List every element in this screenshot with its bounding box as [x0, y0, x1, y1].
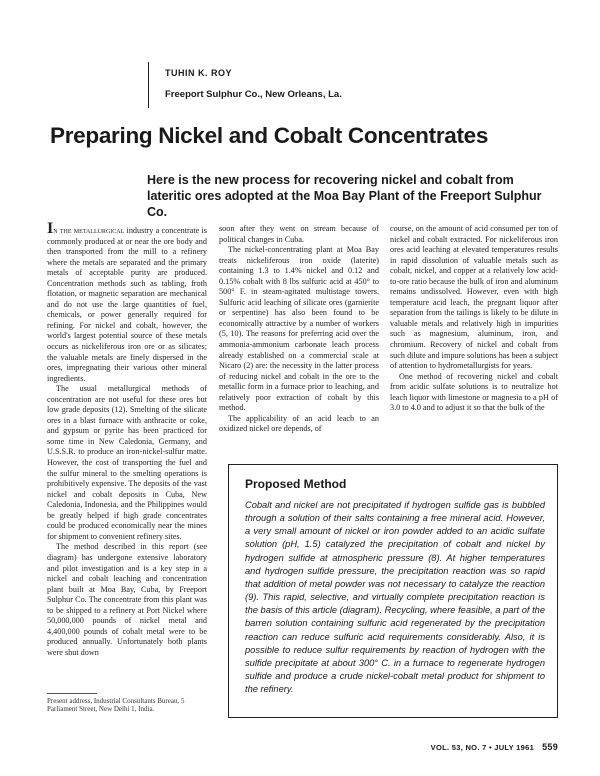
body-column-1 — [47, 220, 207, 658]
paragraph: The usual metallurgical methods of concentration are not useful for these ores but low grade deposits (12). Smelting of the silicate ores in a blast furnace with anthracite or coke, and gypsum or pyrite has been practiced for some time in New Caledonia, Germany, and U.S.S.R. to produce an iron-nickel-sulfur matte. However, the cost of transporting the fuel and the sulfur mineral to the smelting operations is prohibitively expensive. The deposits of the vast nickel and cobalt deposits in Cuba, New Caledonia, Indonesia, and the Philippines would be greatly helped if high grade concentrates could be produced economically near the mines for shipment to convenient refinery sites. — [47, 384, 207, 541]
paragraph: The method described in this report (see diagram) has undergone extensive laboratory and pilot investigation and is a key step in a nickel and cobalt leaching and concentration plant built at Moa Bay, Cuba, by Freeport Sulphur Co. The concentrate from this plant was to be shipped to a refinery at Port Nickel where 50,000,000 pounds of nickel metal and 4,400,000 pounds of cobalt metal were to be produced annually. Unfortunately both plants were shut down — [47, 542, 207, 657]
page-number: 559 — [542, 742, 558, 752]
paragraph: soon after they went on stream because of political changes in Cuba. — [219, 224, 379, 244]
author-name: TUHIN K. ROY — [165, 68, 233, 78]
proposed-method-box — [228, 464, 558, 718]
body-column-2 — [219, 224, 379, 435]
article-title: Preparing Nickel and Cobalt Concentrates — [50, 123, 489, 148]
header-rule — [148, 62, 149, 108]
footnote-rule — [47, 693, 97, 694]
box-text: Cobalt and nickel are not precipitated if hydrogen sulfide gas is bubbled through a solution of their salts containing a free mineral acid. However, a very small amount of nickel or iron powder added to an acidic sulfate solution (pH, 1.5) catalyzed the precipitation of cobalt and nickel by hydrogen sulfide at atmospheric pressure (8). At higher temperatures and hydrogen sulfide pressure, the precipitation reaction was so rapid that addition of metal powder was not necessary to catalyze the reaction (9). This rapid, selective, and virtually complete precipitation reaction is the basis of this article (diagram). Recycling, where feasible, a part of the barren solution containing sulfuric acid regenerated by the precipitation reaction can reduce sulfuric acid requirements considerably. Also, it is possible to reduce sulfur requirements by reaction of hydrogen with the sulfide precipitate at about 300° C. in a furnace to regenerate hydrogen sulfide and produce a crude nickel-cobalt metal product for shipment to the refinery. — [245, 500, 545, 695]
box-title: Proposed Method — [245, 477, 347, 491]
body-column-3 — [390, 224, 558, 414]
paragraph: course, on the amount of acid consumed per ton of nickel and cobalt extracted. For nickeliferous iron ores acid leaching at elevated temperatures results in rapid dissolution of valuable metals such as cobalt, nickel, and copper at a relatively low acid-to-ore ratio because the bulk of iron and aluminum remains undissolved. However, even with high temperature acid leach, the pregnant liquor after separation from the tailings is likely to be dilute in valuable metals and relatively high in impurities such as magnesium, aluminum, iron, and chromium. Recovery of nickel and cobalt from such dilute and impure solutions has been a subject of attention to hydrometallurgists for years. — [390, 224, 558, 371]
drop-cap: I — [47, 220, 54, 237]
paragraph: The applicability of an acid leach to an oxidized nickel ore depends, of — [219, 413, 379, 434]
author-affiliation: Freeport Sulphur Co., New Orleans, La. — [165, 89, 342, 100]
paragraph: In the metallurgical industry a concentrate is commonly produced at or near the ore body and then transported from the mill to a refinery where the metals are separated and the primary metals of acceptable purity are produced. Concentration methods such as tabling, froth flotation, or magnetic separation are mechanical and do not use the large quantities of fuel, chemicals, or power generally required for refining. For nickel and cobalt, however, the world's largest potential source of these metals occurs as nickeliferous iron ore or as silicates; the valuable metals are finely dispersed in the ores, impregnating their various other mineral ingredients. — [47, 220, 207, 383]
footnote: Present address, Industrial Consultants Bureau, 5 Parliament Street, New Delhi 1, India. — [47, 697, 185, 714]
paragraph: The nickel-concentrating plant at Moa Bay treats nickeliferous iron oxide (laterite) containing 1.3 to 1.4% nickel and 0.12 and 0.15% cobalt with 8 lbs sulfuric acid at 450° to 500° F. in steam-agitated multistage towers. Sulfuric acid leaching of silicate ores (garnierite or serpentine) has also been found to be economically attractive by a number of workers (5, 10). The reasons for preferring acid over the ammonia-ammonium carbonate leach process already established on a commercial scale at Nicaro (2) are: the necessity in the latter process of reducing nickel and cobalt in the ore to the metallic form in a furnace prior to leaching, and relatively poor extraction of cobalt by this method. — [219, 245, 379, 413]
paragraph: One method of recovering nickel and cobalt from acidic sulfate solutions is to neutralize hot leach liquor with limestone or magnesia to a pH of 3.0 to 4.0 and to adjust it so that the bulk of the — [390, 371, 558, 413]
article-subtitle: Here is the new process for recovering nickel and cobalt from lateritic ores adopted at the Moa Bay Plant of the Freeport Sulphur Co. — [147, 173, 542, 219]
lead-in: n the metallurgical — [53, 226, 125, 235]
issue-info: VOL. 53, NO. 7 • JULY 1961 — [430, 743, 535, 752]
page-footer — [431, 742, 558, 752]
